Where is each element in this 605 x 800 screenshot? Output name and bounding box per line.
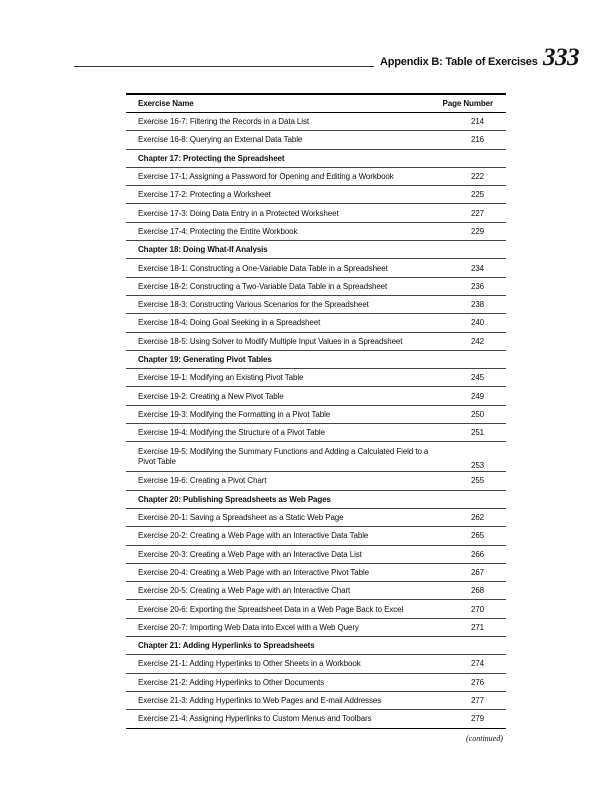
table-row <box>126 222 506 240</box>
chapter-heading-row <box>126 350 506 368</box>
table-row <box>126 600 506 618</box>
exercise-name: Exercise 16-7: Filtering the Records in a Data List <box>138 117 309 127</box>
page-number-cell: 271 <box>470 622 485 632</box>
exercise-name: Exercise 18-3: Constructing Various Scenarios for the Spreadsheet <box>138 300 369 310</box>
exercise-name: Exercise 20-5: Creating a Web Page with an Interactive Chart <box>138 586 351 596</box>
page-number-cell: 274 <box>470 659 485 669</box>
page-number-cell: 255 <box>470 476 485 486</box>
page-number-cell: 277 <box>470 696 485 706</box>
chapter-title: Chapter 17: Protecting the Spreadsheet <box>138 153 285 163</box>
page-number-cell: 253 <box>470 461 485 471</box>
exercise-name: Exercise 20-2: Creating a Web Page with an Interactive Data Table <box>138 531 369 541</box>
page-number-cell: 279 <box>470 714 485 724</box>
exercise-name: Exercise 21-4: Assigning Hyperlinks to Custom Menus and Toolbars <box>138 714 372 724</box>
page-number-cell: 266 <box>470 549 485 559</box>
table-row <box>126 618 506 636</box>
page-number-cell <box>441 350 506 368</box>
exercise-name: Exercise 20-1: Saving a Spreadsheet as a Static Web Page <box>138 513 344 523</box>
header-rule <box>74 66 374 67</box>
exercise-name: Exercise 16-8: Querying an External Data Table <box>138 135 303 145</box>
exercise-name: Exercise 18-1: Constructing a One-Variable Data Table in a Spreadsheet <box>138 263 388 273</box>
exercise-name: Exercise 17-2: Protecting a Worksheet <box>138 190 271 200</box>
table-row <box>126 295 506 313</box>
table-row <box>126 691 506 709</box>
column-header-page-number: Page Number <box>442 99 493 108</box>
page-number-cell: 216 <box>470 135 485 145</box>
page-number-cell <box>441 490 506 508</box>
table-row <box>126 131 506 149</box>
continued-note: (continued) <box>466 734 503 743</box>
page-number-cell: 262 <box>470 513 485 523</box>
page-number-cell <box>441 241 506 259</box>
table-row <box>126 673 506 691</box>
table-row <box>126 472 506 490</box>
page-number-cell: 245 <box>470 373 485 383</box>
table-row <box>126 259 506 277</box>
exercise-name: Exercise 17-3: Doing Data Entry in a Protected Worksheet <box>138 208 339 218</box>
chapter-heading-row <box>126 490 506 508</box>
exercise-name: Exercise 19-4: Modifying the Structure of a Pivot Table <box>138 428 325 438</box>
table-header-row <box>126 94 506 113</box>
page-number-cell: 214 <box>470 117 485 127</box>
chapter-heading-row <box>126 241 506 259</box>
chapter-title: Chapter 21: Adding Hyperlinks to Spreadsheets <box>138 641 315 651</box>
exercise-name: Exercise 19-6: Creating a Pivot Chart <box>138 476 267 486</box>
exercises-table <box>126 93 506 729</box>
table-row <box>126 508 506 526</box>
page-number-cell: 238 <box>470 300 485 310</box>
page-number-cell: 236 <box>470 281 485 291</box>
table-row <box>126 582 506 600</box>
table-row <box>126 369 506 387</box>
exercise-name: Exercise 19-3: Modifying the Formatting in a Pivot Table <box>138 409 331 419</box>
page-number-cell: 227 <box>470 208 485 218</box>
table-row <box>126 655 506 673</box>
page-number-cell: 265 <box>470 531 485 541</box>
chapter-title: Chapter 19: Generating Pivot Tables <box>138 355 272 364</box>
page-number-cell: 225 <box>470 190 485 200</box>
table-row <box>126 167 506 185</box>
exercise-name: Exercise 21-1: Adding Hyperlinks to Other Sheets in a Workbook <box>138 659 361 669</box>
table-row <box>126 527 506 545</box>
page-number-cell: 249 <box>470 391 485 401</box>
table-row <box>126 204 506 222</box>
table-body <box>126 113 506 729</box>
table-row <box>126 424 506 442</box>
page-number-cell: 267 <box>470 567 485 577</box>
table-row <box>126 332 506 350</box>
page-number-cell: 270 <box>470 604 485 614</box>
table-row <box>126 710 506 728</box>
table-row <box>126 387 506 405</box>
exercise-name: Exercise 20-6: Exporting the Spreadsheet Data in a Web Page Back to Excel <box>138 604 404 614</box>
exercise-name: Exercise 20-7: Importing Web Data into Excel with a Web Query <box>138 622 359 632</box>
table-row <box>126 186 506 204</box>
table-row <box>126 442 506 472</box>
exercise-name: Exercise 19-5: Modifying the Summary Functions and Adding a Calculated Field to a Pivot Table <box>138 447 429 467</box>
chapter-title: Chapter 18: Doing What-If Analysis <box>138 245 268 255</box>
table-row <box>126 277 506 295</box>
exercise-name: Exercise 20-3: Creating a Web Page with an Interactive Data List <box>138 549 362 559</box>
page-number-cell <box>441 637 506 655</box>
page-number: 333 <box>543 44 579 71</box>
exercise-name: Exercise 19-1: Modifying an Existing Pivot Table <box>138 373 304 383</box>
page-number-cell: 229 <box>470 226 485 236</box>
page-number-cell <box>441 149 506 167</box>
chapter-title: Chapter 20: Publishing Spreadsheets as Web Pages <box>138 494 331 504</box>
table-row <box>126 405 506 423</box>
page-number-cell: 222 <box>470 172 485 182</box>
table-row <box>126 563 506 581</box>
table-row <box>126 113 506 131</box>
page-number-cell: 240 <box>470 318 485 328</box>
page-number-cell: 234 <box>470 263 485 273</box>
exercise-name: Exercise 17-4: Protecting the Entire Workbook <box>138 226 298 236</box>
exercise-name: Exercise 20-4: Creating a Web Page with an Interactive Pivot Table <box>138 567 370 577</box>
page-number-cell: 242 <box>470 336 485 346</box>
running-header-title: Appendix B: Table of Exercises <box>380 56 538 68</box>
exercise-name: Exercise 21-2: Adding Hyperlinks to Other Documents <box>138 677 325 687</box>
table-row <box>126 545 506 563</box>
exercise-name: Exercise 19-2: Creating a New Pivot Table <box>138 391 284 401</box>
page-number-cell: 250 <box>470 409 485 419</box>
exercise-name: Exercise 17-1: Assigning a Password for Opening and Editing a Workbook <box>138 172 394 182</box>
chapter-heading-row <box>126 637 506 655</box>
exercise-name: Exercise 18-2: Constructing a Two-Variable Data Table in a Spreadsheet <box>138 281 388 291</box>
chapter-heading-row <box>126 149 506 167</box>
exercise-name: Exercise 21-3: Adding Hyperlinks to Web Pages and E-mail Addresses <box>138 696 382 706</box>
page-number-cell: 251 <box>470 428 485 438</box>
table-row <box>126 314 506 332</box>
page-number-cell: 276 <box>470 677 485 687</box>
exercise-name: Exercise 18-4: Doing Goal Seeking in a Spreadsheet <box>138 318 321 328</box>
column-header-exercise-name: Exercise Name <box>138 99 194 108</box>
page-number-cell: 268 <box>470 586 485 596</box>
exercise-name: Exercise 18-5: Using Solver to Modify Multiple Input Values in a Spreadsheet <box>138 336 403 346</box>
